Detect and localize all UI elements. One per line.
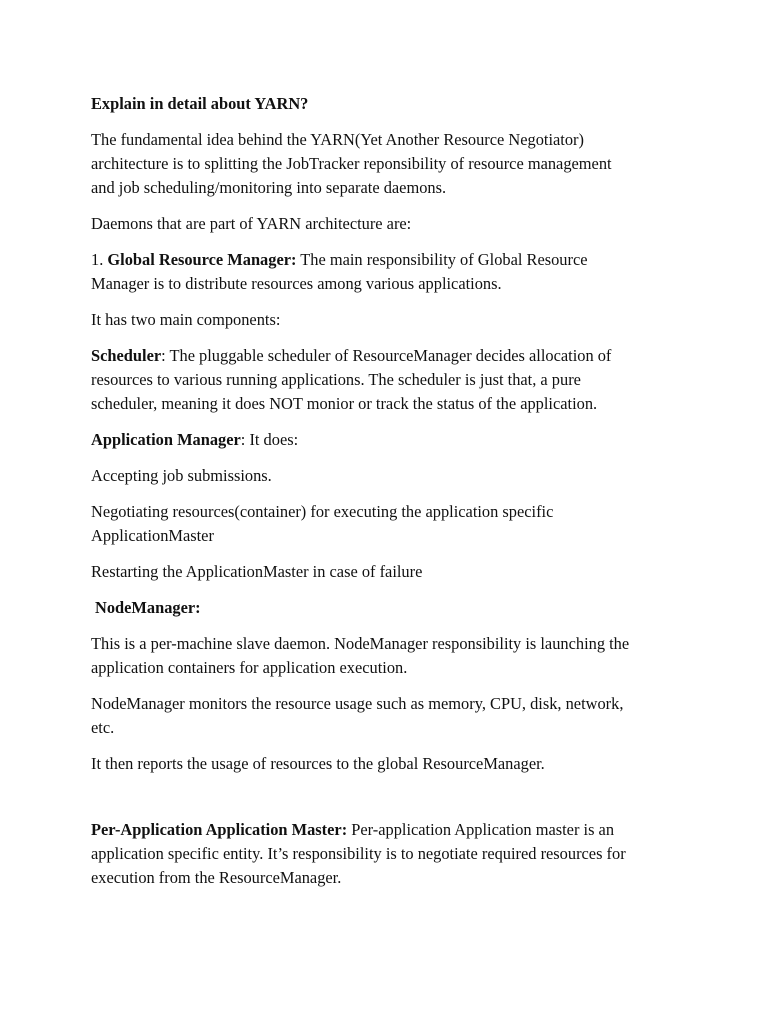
am-item-accepting: Accepting job submissions. — [91, 466, 272, 485]
global-resource-manager-paragraph — [91, 248, 691, 296]
am-item-restarting: Restarting the ApplicationMaster in case of failure — [91, 562, 423, 581]
scheduler-label: Scheduler — [91, 346, 162, 365]
nm-line: NodeManager monitors the resource usage such as memory, CPU, disk, network, — [91, 694, 624, 713]
scheduler-paragraph — [91, 344, 691, 416]
nm-line: This is a per-machine slave daemon. NodeManager responsibility is launching the — [91, 634, 630, 653]
nm-line: etc. — [91, 718, 115, 737]
am-item-negotiating — [91, 500, 691, 548]
intro-line: The fundamental idea behind the YARN(Yet Another Resource Negotiator) — [91, 130, 584, 149]
pam-line — [91, 818, 691, 842]
am-item-line: Negotiating resources(container) for executing the application specific — [91, 502, 554, 521]
grm-line: Manager is to distribute resources among various applications. — [91, 274, 502, 293]
am-item-line: ApplicationMaster — [91, 526, 214, 545]
document-page — [91, 92, 691, 902]
application-manager-paragraph — [91, 428, 691, 452]
nodemanager-paragraph-2 — [91, 692, 691, 740]
nodemanager-paragraph-1 — [91, 632, 691, 680]
scheduler-line: resources to various running applications. The scheduler is just that, a pure — [91, 370, 581, 389]
application-manager-text: : It does: — [240, 430, 299, 449]
scheduler-line — [91, 344, 691, 368]
intro-line: and job scheduling/monitoring into separate daemons. — [91, 178, 447, 197]
pam-line: execution from the ResourceManager. — [91, 868, 342, 887]
pam-line: application specific entity. It’s responsibility is to negotiate required resources for — [91, 844, 626, 863]
grm-number: 1. — [91, 250, 108, 269]
nm-line: application containers for application execution. — [91, 658, 408, 677]
grm-label: Global Resource Manager: — [107, 250, 297, 269]
application-manager-label: Application Manager — [91, 430, 241, 449]
document-title: Explain in detail about YARN? — [91, 94, 309, 113]
intro-line: architecture is to splitting the JobTracker reponsibility of resource management — [91, 154, 612, 173]
scheduler-line: scheduler, meaning it does NOT monior or track the status of the application. — [91, 394, 598, 413]
grm-line — [91, 248, 691, 272]
components-intro: It has two main components: — [91, 310, 281, 329]
pam-label: Per-Application Application Master: — [91, 820, 348, 839]
nodemanager-heading: NodeManager: — [95, 598, 201, 617]
daemons-intro: Daemons that are part of YARN architecture are: — [91, 214, 412, 233]
pam-text: Per-application Application master is an — [347, 820, 615, 839]
per-application-master-paragraph — [91, 818, 691, 890]
scheduler-text: : The pluggable scheduler of ResourceManager decides allocation of — [161, 346, 612, 365]
grm-text: The main responsibility of Global Resource — [296, 250, 588, 269]
nodemanager-paragraph-3: It then reports the usage of resources to the global ResourceManager. — [91, 754, 545, 773]
intro-paragraph — [91, 128, 691, 200]
